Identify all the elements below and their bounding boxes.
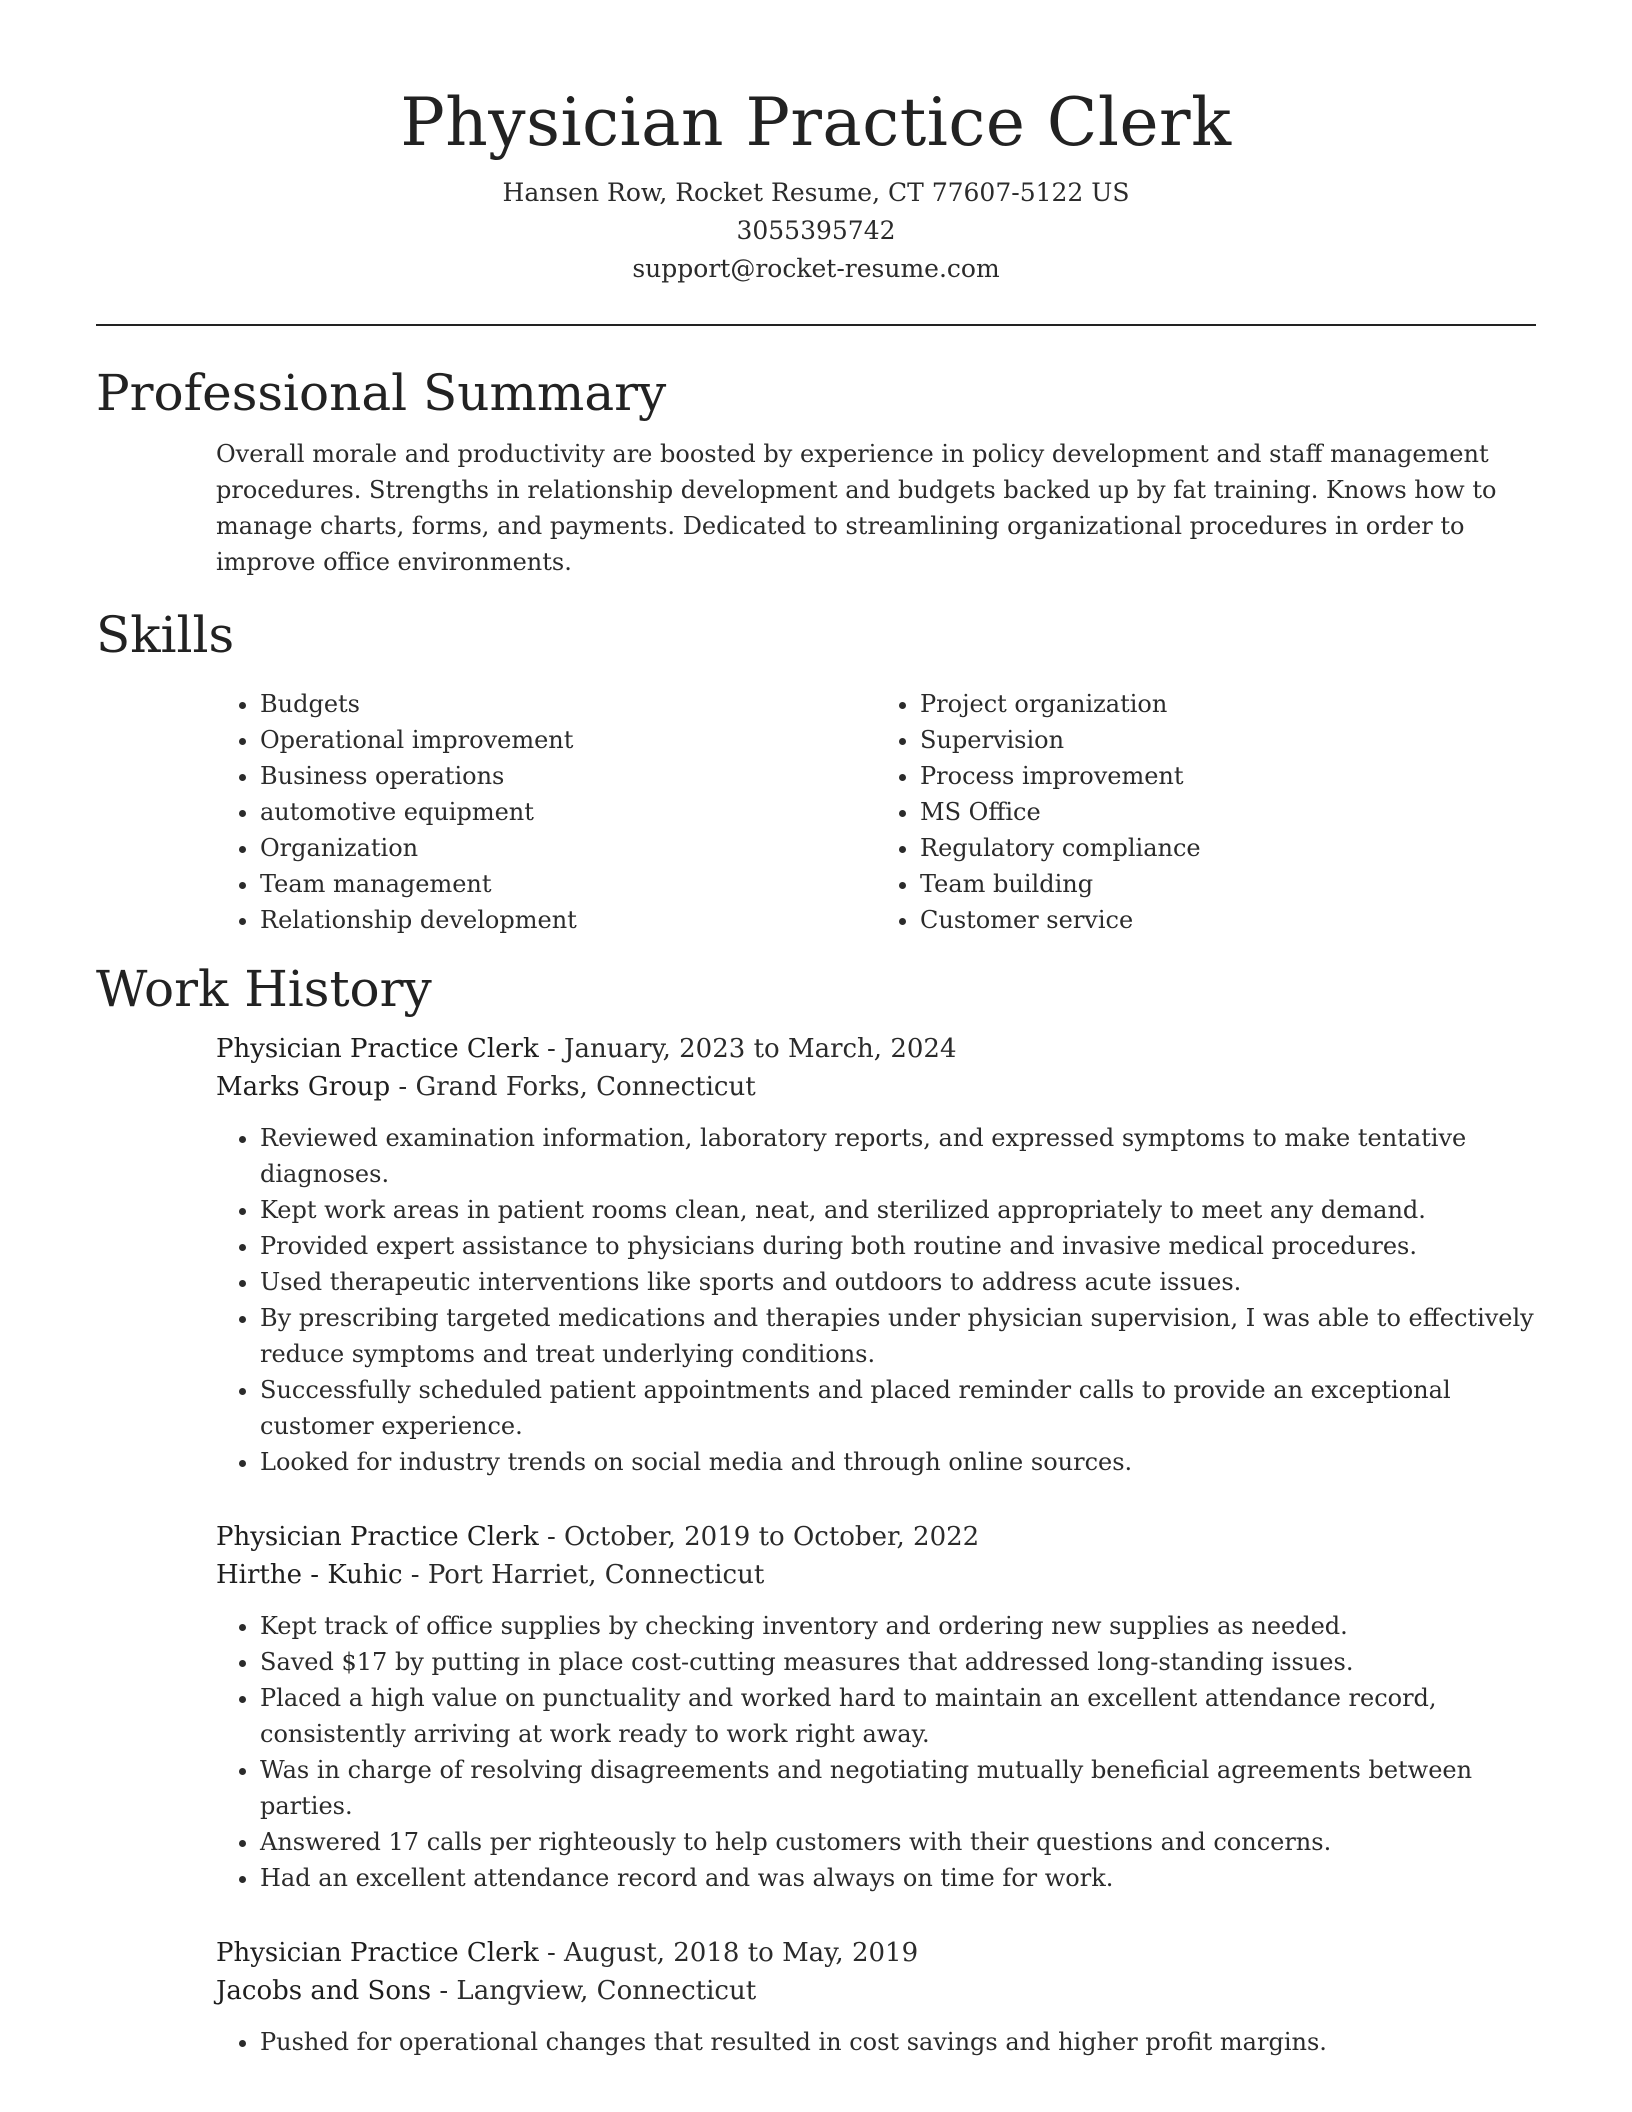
skill-item: • Team management <box>260 866 876 902</box>
skill-item: • Supervision <box>920 722 1536 758</box>
job-company: Jacobs and Sons <box>216 1976 432 2006</box>
job-heading <box>216 1030 1536 1068</box>
skill-item: • Project organization <box>920 686 1536 722</box>
job-entry <box>96 1030 1536 1480</box>
skill-item: • Customer service <box>920 902 1536 938</box>
work-history-title: Work History <box>96 960 432 1018</box>
job-location: - Port Harriet, Connecticut <box>402 1560 765 1590</box>
job-location: - Grand Forks, Connecticut <box>390 1072 756 1102</box>
job-entry <box>96 1934 1536 2060</box>
resume-name: Physician Practice Clerk <box>400 84 1232 161</box>
job-bullets <box>216 1608 1536 1896</box>
job-company: Marks Group <box>216 1072 391 1102</box>
job-bullet: • Provided expert assistance to physicians during both routine and invasive medical procedures. <box>260 1228 1536 1264</box>
job-bullets <box>216 1120 1536 1480</box>
skill-item: • Regulatory compliance <box>920 830 1536 866</box>
work-history-section <box>96 956 1536 2060</box>
summary-text: Overall morale and productivity are boosted by experience in policy development and staff management procedures. Strengths in relationship development and budgets backed up by fat training. Knows how to manage charts, forms, and payments. Dedicated to streamlining organizational procedures in order to improve office environments. <box>216 440 1497 576</box>
job-bullet: • By prescribing targeted medications and therapies under physician supervision, I was able to effectively reduce symptoms and treat underlying conditions. <box>260 1300 1536 1372</box>
skill-item: • MS Office <box>920 794 1536 830</box>
header-divider <box>96 324 1536 326</box>
job-dates: - January, 2023 to March, 2024 <box>538 1034 957 1064</box>
skills-column-right <box>876 686 1536 938</box>
job-bullet: • Answered 17 calls per righteously to help customers with their questions and concerns. <box>260 1824 1536 1860</box>
contact-address: Hansen Row, Rocket Resume, CT 77607-5122 US <box>502 178 1130 207</box>
skills-grid <box>96 686 1536 938</box>
job-employer <box>216 1972 1536 2010</box>
job-employer <box>216 1556 1536 1594</box>
job-bullet: • Was in charge of resolving disagreements and negotiating mutually beneficial agreements between parties. <box>260 1752 1536 1824</box>
skill-item: • Process improvement <box>920 758 1536 794</box>
skill-item: • automotive equipment <box>260 794 876 830</box>
resume-header <box>96 0 1536 288</box>
job-bullet: • Kept track of office supplies by checking inventory and ordering new supplies as needed. <box>260 1608 1536 1644</box>
job-company: Hirthe - Kuhic <box>216 1560 403 1590</box>
skill-item: • Operational improvement <box>260 722 876 758</box>
skill-item: • Business operations <box>260 758 876 794</box>
job-employer <box>216 1068 1536 1106</box>
job-bullet: • Looked for industry trends on social media and through online sources. <box>260 1444 1536 1480</box>
job-bullet: • Successfully scheduled patient appointments and placed reminder calls to provide an exceptional customer experience. <box>260 1372 1536 1444</box>
job-dates: - August, 2018 to May, 2019 <box>538 1938 919 1968</box>
skill-item: • Relationship development <box>260 902 876 938</box>
job-heading <box>216 1518 1536 1556</box>
job-entry <box>96 1518 1536 1896</box>
contact-phone: 3055395742 <box>736 216 896 245</box>
skills-title: Skills <box>96 606 235 664</box>
skill-item: • Team building <box>920 866 1536 902</box>
contact-email: support@rocket-resume.com <box>632 254 1000 283</box>
job-bullet: • Pushed for operational changes that resulted in cost savings and higher profit margins. <box>260 2024 1536 2060</box>
skill-item: • Organization <box>260 830 876 866</box>
job-dates: - October, 2019 to October, 2022 <box>538 1522 980 1552</box>
job-bullet: • Had an excellent attendance record and was always on time for work. <box>260 1860 1536 1896</box>
contact-info <box>96 174 1536 288</box>
job-bullet: • Reviewed examination information, laboratory reports, and expressed symptoms to make tentative diagnoses. <box>260 1120 1536 1192</box>
job-bullets <box>216 2024 1536 2060</box>
job-bullet: • Kept work areas in patient rooms clean, neat, and sterilized appropriately to meet any demand. <box>260 1192 1536 1228</box>
skills-section <box>96 602 1536 938</box>
job-location: - Langview, Connecticut <box>431 1976 757 2006</box>
job-title: Physician Practice Clerk <box>216 1938 539 1968</box>
job-bullet: • Saved $17 by putting in place cost-cutting measures that addressed long-standing issues. <box>260 1644 1536 1680</box>
skill-item: • Budgets <box>260 686 876 722</box>
summary-title: Professional Summary <box>96 364 667 422</box>
job-title: Physician Practice Clerk <box>216 1034 539 1064</box>
skills-column-left <box>216 686 876 938</box>
job-bullet: • Used therapeutic interventions like sports and outdoors to address acute issues. <box>260 1264 1536 1300</box>
job-title: Physician Practice Clerk <box>216 1522 539 1552</box>
summary-section <box>96 360 1536 580</box>
job-heading <box>216 1934 1536 1972</box>
job-bullet: • Placed a high value on punctuality and worked hard to maintain an excellent attendance record, consistently arriving at work ready to work right away. <box>260 1680 1536 1752</box>
